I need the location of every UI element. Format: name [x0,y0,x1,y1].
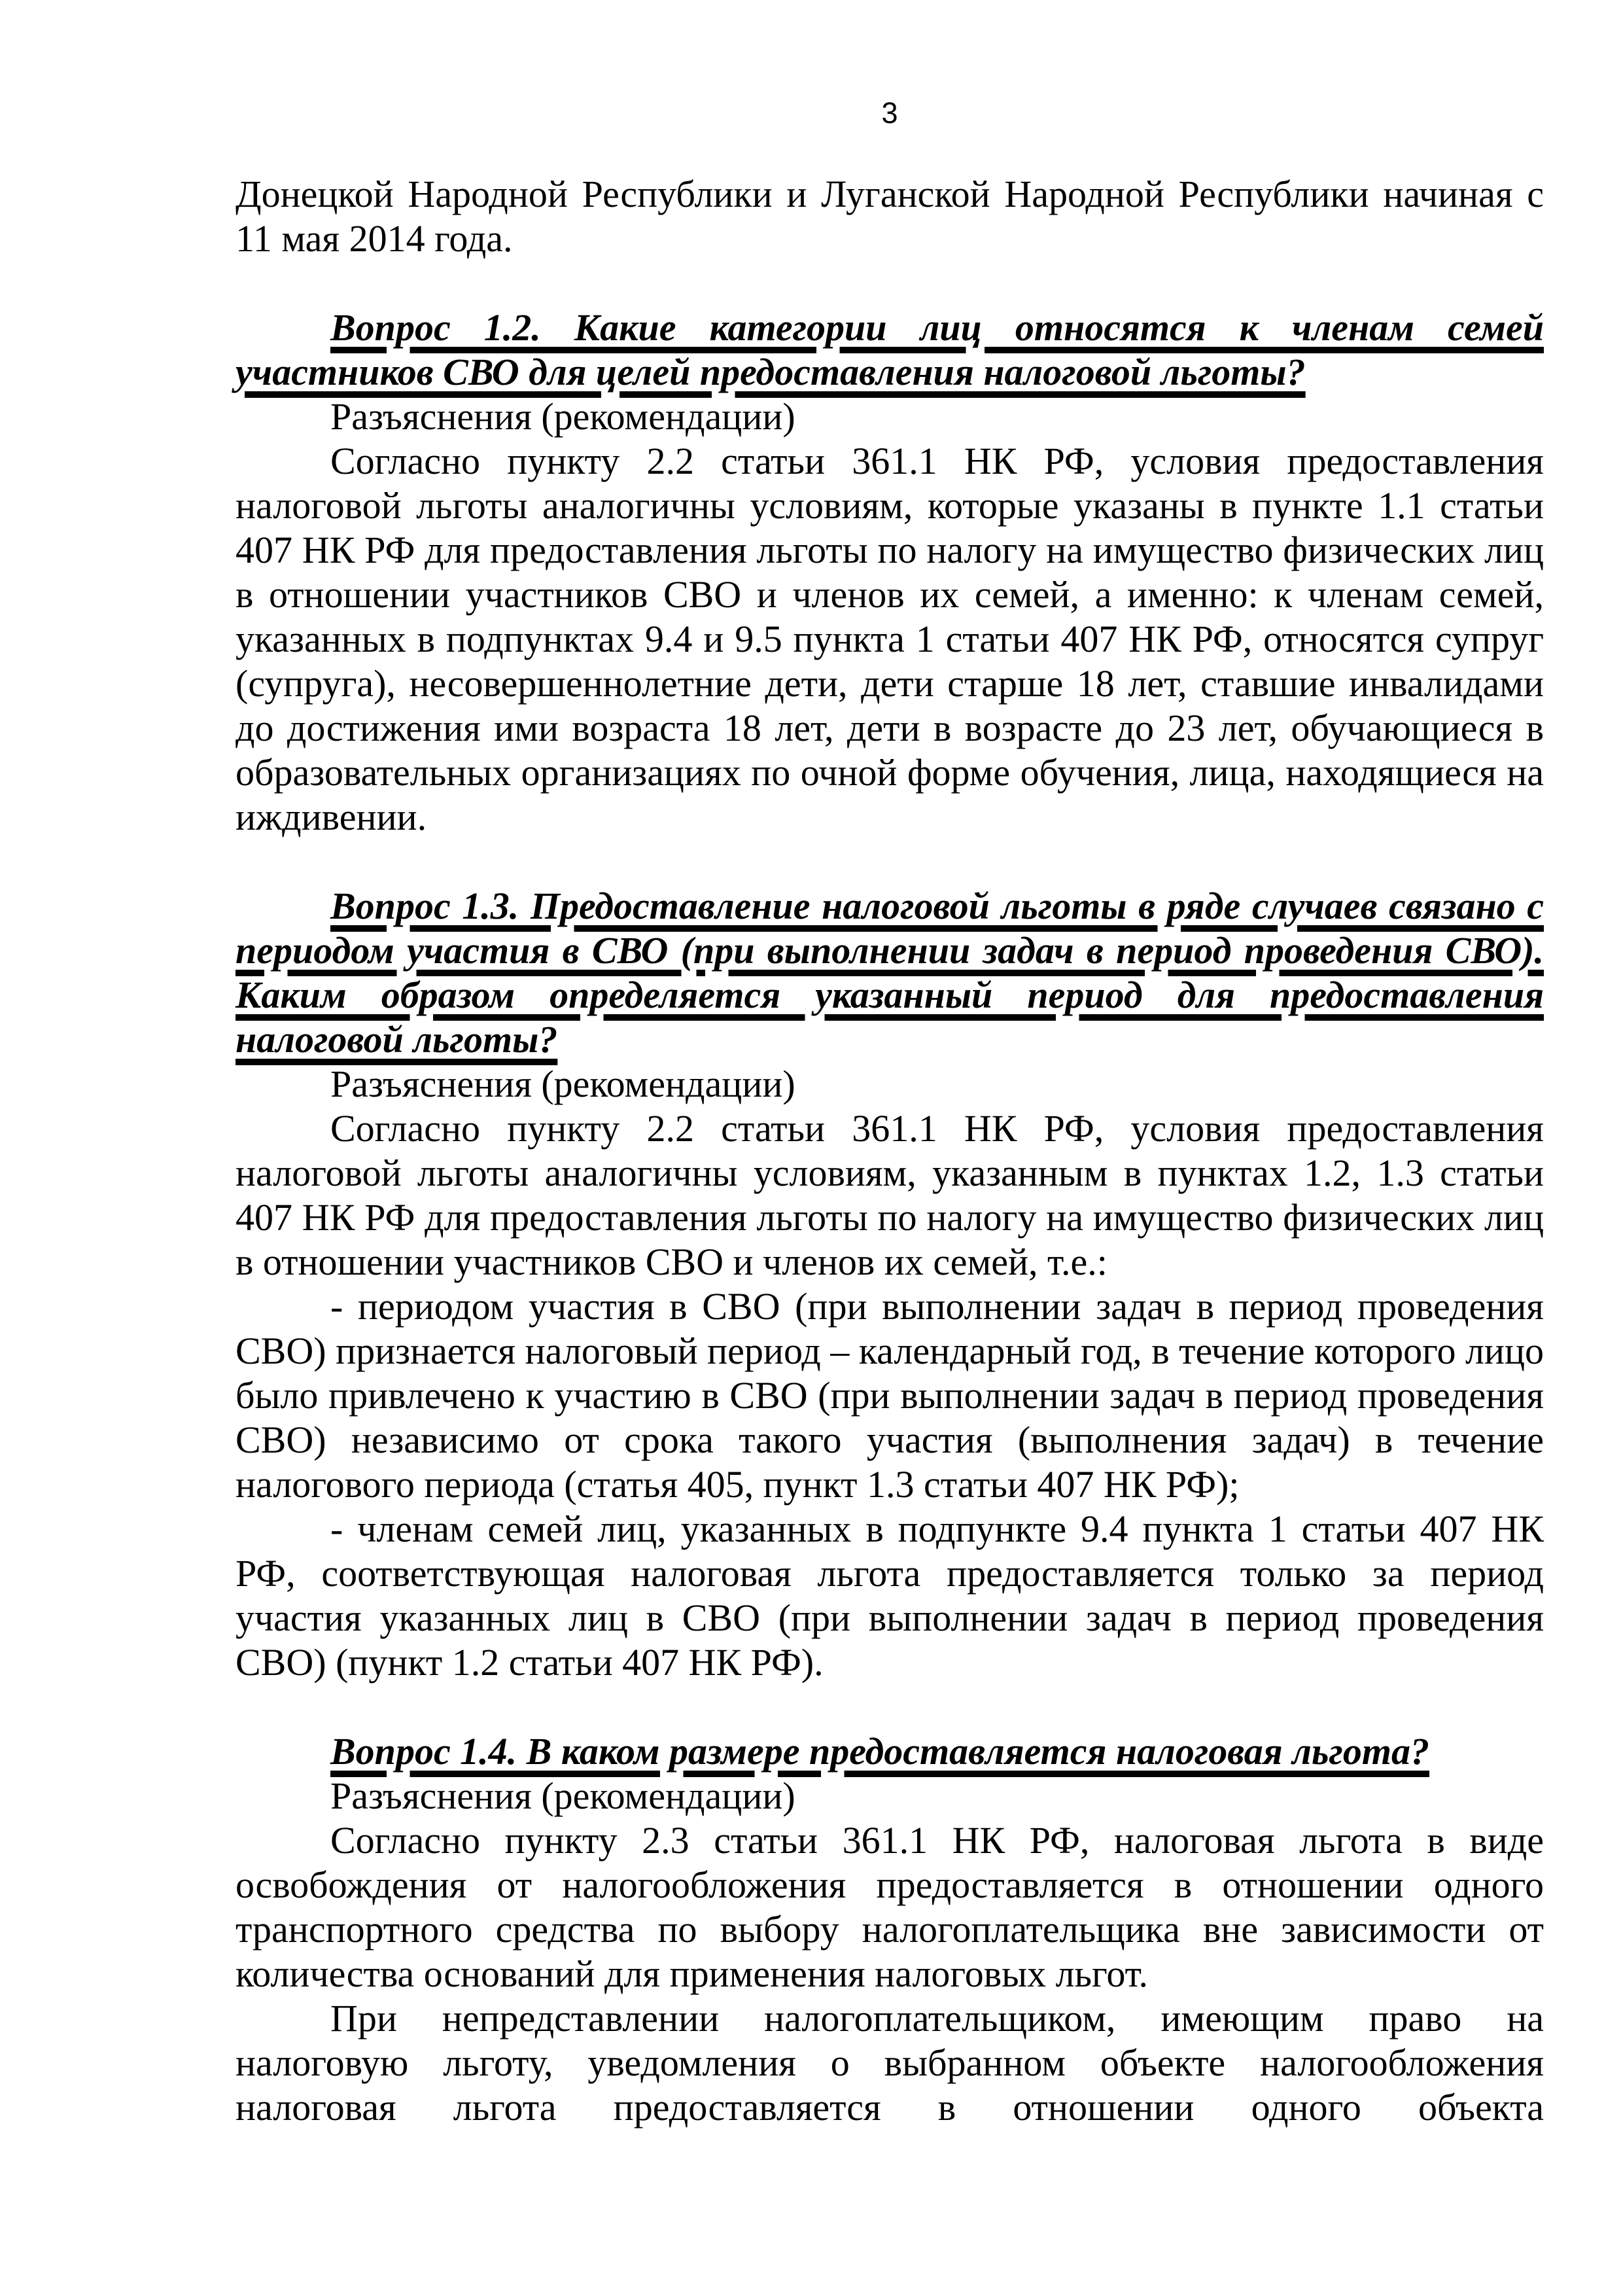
question-1-2-heading: Вопрос 1.2. Какие категории лиц относятся к членам семей участников СВО для целей предоставления налоговой льготы? [236,306,1544,393]
question-1-4-explanations-label: Разъяснения (рекомендации) [330,1775,795,1817]
question-1-2-explanations-label: Разъяснения (рекомендации) [330,395,795,438]
blank-line [236,839,1544,884]
question-1-3-heading: Вопрос 1.3. Предоставление налоговой льготы в ряде случаев связано с периодом участия в СВО (при выполнении задач в период проведения СВО). Каким образом определяется указанный период для предоставления налоговой льготы? [236,885,1544,1061]
question-1-4-body-paragraph-2-continues-next-page: При непредставлении налогоплательщиком, имеющим право на налоговую льготу, уведомления о выбранном объекте налогообложения налоговая льгота предоставляется в отношении одного объекта [236,1997,1544,2128]
question-1-2-body: Согласно пункту 2.2 статьи 361.1 НК РФ, условия предоставления налоговой льготы аналогичны условиям, которые указаны в пункте 1.1 статьи 407 НК РФ для предоставления льготы по налогу на имущество физических лиц в отношении участников СВО и членов их семей, а именно: к членам семей, указанных в подпунктах 9.4 и 9.5 пункта 1 статьи 407 НК РФ, относятся супруг (супруга), несовершеннолетние дети, дети старше 18 лет, ставшие инвалидами до достижения ими возраста 18 лет, дети в возрасте до 23 лет, обучающиеся в образовательных организациях по очной форме обучения, лица, находящиеся на иждивении. [236,440,1544,838]
question-1-3-body-list-item-1: - периодом участия в СВО (при выполнении задач в период проведения СВО) признается налоговый период – календарный год, в течение которого лицо было привлечено к участию в СВО (при выполнении задач в период проведения СВО) независимо от срока такого участия (выполнения задач) в течение налогового периода (статья 405, пункт 1.3 статьи 407 НК РФ); [236,1285,1544,1506]
question-1-3-explanations-label: Разъяснения (рекомендации) [330,1063,795,1105]
question-1-4-body-paragraph-1: Согласно пункту 2.3 статьи 361.1 НК РФ, налоговая льгота в виде освобождения от налогообложения предоставляется в отношении одного транспортного средства по выбору налогоплательщика вне зависимости от количества оснований для применения налоговых льгот. [236,1819,1544,1995]
question-1-3-body-list-item-2: - членам семей лиц, указанных в подпункте 9.4 пункта 1 статьи 407 НК РФ, соответствующая налоговая льгота предоставляется только за период участия указанных лиц в СВО (при выполнении задач в период проведения СВО) (пункт 1.2 статьи 407 НК РФ). [236,1508,1544,1684]
paragraph-intro-continuation: Донецкой Народной Республики и Луганской Народной Республики начиная с 11 мая 2014 года. [236,173,1544,260]
blank-line [236,261,1544,306]
blank-line [236,1685,1544,1729]
document-body [236,172,1544,2130]
page-number: 3 [881,96,898,130]
question-1-3-body-paragraph-1: Согласно пункту 2.2 статьи 361.1 НК РФ, условия предоставления налоговой льготы аналогичны условиям, указанным в пунктах 1.2, 1.3 статьи 407 НК РФ для предоставления льготы по налогу на имущество физических лиц в отношении участников СВО и членов их семей, т.е.: [236,1107,1544,1283]
question-1-4-heading: Вопрос 1.4. В каком размере предоставляется налоговая льгота? [330,1730,1429,1773]
